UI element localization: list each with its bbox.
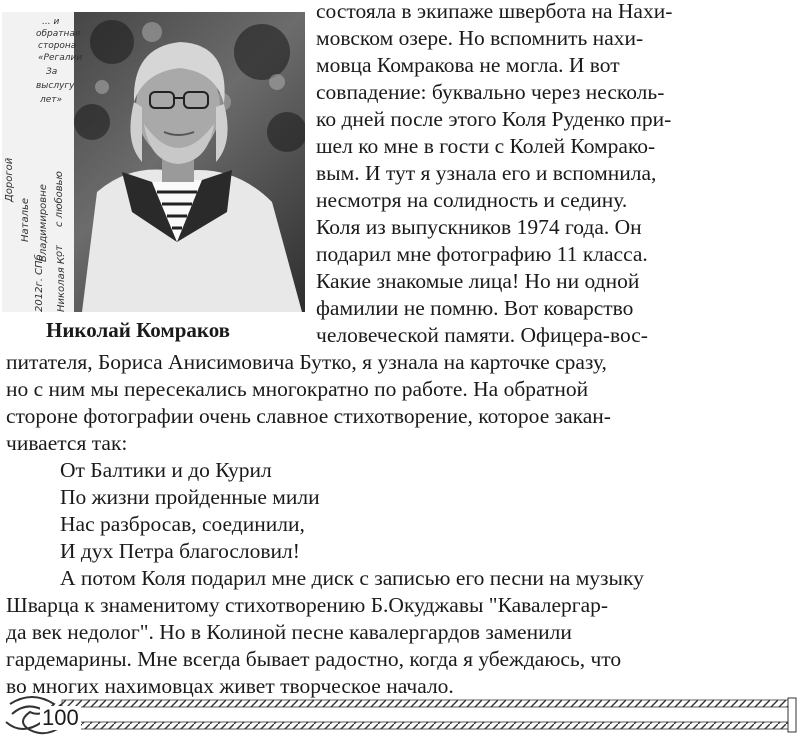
text-line: вым. И тут я узнала его и вспомнила, (316, 161, 657, 185)
text-line: Шварца к знаменитому стихотворению Б.Окуджавы "Кавалергар- (6, 593, 609, 617)
inscription-line: За (46, 67, 58, 77)
text-line: да век недолог". Но в Колиной песне кавалергардов заменили (6, 620, 572, 644)
text-line: питателя, Бориса Анисимовича Бутко, я узнала на карточке сразу, (6, 350, 607, 374)
text-line: гардемарины. Мне всегда бывает радостно, когда я убеждаюсь, что (6, 647, 622, 671)
inscription-line: Дорогой (4, 157, 15, 202)
portrait-illustration (2, 12, 305, 312)
inscription-line: Владимировне (38, 184, 49, 262)
text-line: шел ко мне в гости с Колей Комрако- (316, 134, 656, 158)
photo-caption: Николай Комраков (46, 318, 231, 342)
inscription-line: обратная (36, 29, 81, 39)
poem-line: Нас разбросав, соединили, (60, 512, 305, 536)
text-line: состояла в экипаже швербота на Нахи- (316, 0, 673, 23)
portrait-photo (2, 12, 305, 312)
text-line: несмотря на солидность и седину. (316, 188, 628, 212)
text-line: ко дней после этого Коля Руденко при- (316, 107, 672, 131)
text-line: человеческой памяти. Офицера-вос- (316, 323, 648, 347)
poem-line: И дух Петра благословил! (60, 539, 300, 563)
inscription-line: Николая К. (56, 253, 67, 312)
text-line: стороне фотографии очень славное стихотворение, которое закан- (6, 404, 611, 428)
inscription-line: ... и (42, 17, 60, 27)
text-line: мовском озере. Но вспомнить нахи- (316, 26, 644, 50)
text-line: чивается так: (6, 431, 128, 455)
text-line: подарил мне фотографию 11 класса. (316, 242, 648, 266)
poem-line: От Балтики и до Курил (60, 458, 272, 482)
inscription-line: «Регалии (38, 53, 83, 63)
inscription-line: выслугу (36, 81, 75, 91)
inscription-line: сторона (38, 41, 77, 51)
text-line: мовца Комракова не могла. И вот (316, 53, 620, 77)
text-line: во многих нахимовцах живет творческое начало. (6, 674, 454, 698)
text-line: совпадение: буквально через несколь- (316, 80, 665, 104)
inscription-line: лет» (40, 95, 63, 105)
poem-line: По жизни пройденные мили (60, 485, 320, 509)
rope-border-decoration (2, 692, 798, 738)
inscription-line: с любовью (54, 171, 65, 227)
text-line: А потом Коля подарил мне диск с записью его песни на музыку (60, 566, 644, 590)
text-line: Какие знакомые лица! Но ни одной (316, 269, 640, 293)
inscription-line: 2012г. СПб (34, 254, 45, 312)
text-line: но с ним мы пересекались многократно по работе. На обратной (6, 377, 589, 401)
inscription-line: от (54, 245, 65, 257)
text-line: фамилии не помню. Вот коварство (316, 296, 634, 320)
text-line: Коля из выпускников 1974 года. Он (316, 215, 642, 239)
page-number: 100 (42, 705, 79, 730)
inscription-line: Наталье (20, 197, 31, 242)
